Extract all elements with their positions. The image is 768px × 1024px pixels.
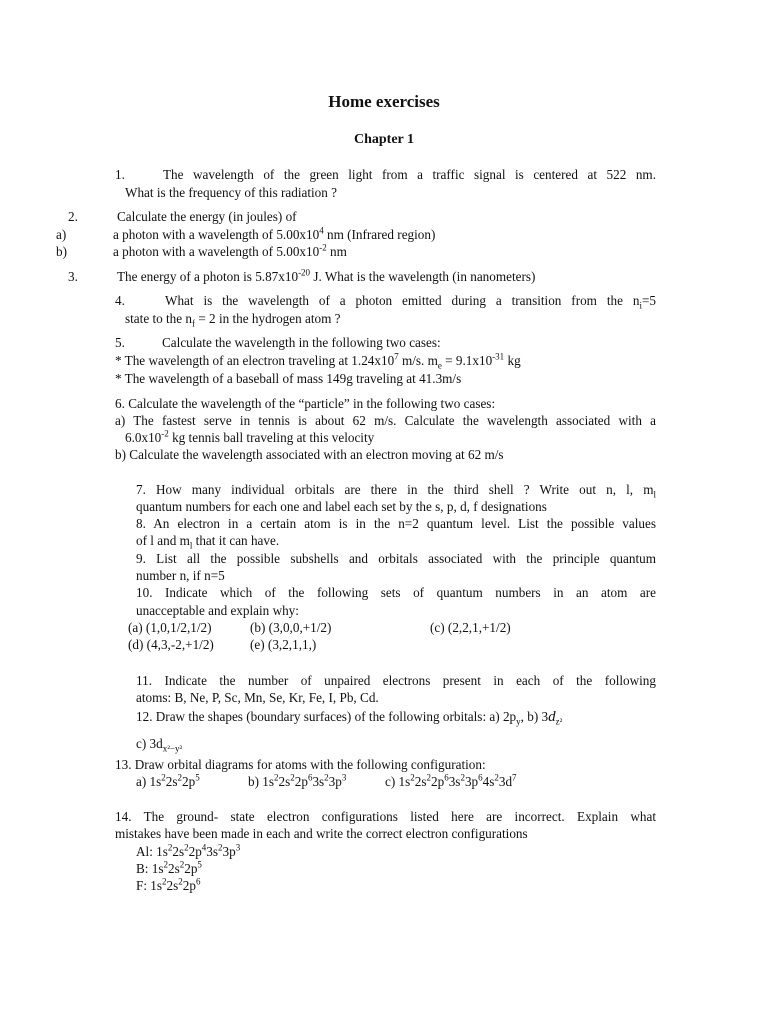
q10-option-e: (e) (3,2,1,1,) — [250, 637, 317, 652]
q4-number: 4. — [115, 293, 125, 308]
q13-config-c: c) $1s^22s^22p^63s^23p^64s^23d^7$ — [385, 772, 517, 789]
q10-option-c: (c) (2,2,1,+1/2) — [430, 620, 511, 635]
q5-number: 5. — [115, 335, 125, 350]
chapter-heading: Chapter 1 — [353, 132, 415, 147]
q12-line2: c) $3d_{x^2-y^2}$ — [136, 736, 183, 754]
q14-line1: 14. The ground- state electron configurations listed here are incorrect. Explain what — [115, 809, 656, 824]
q1-number: 1. — [115, 167, 125, 182]
q2-a-label: a) — [56, 227, 67, 242]
q1-line1: The wavelength of the green light from a traffic signal is centered at 522 nm. — [163, 167, 656, 182]
q5-bullet1: * The wavelength of an electron traveling at $1.24x10^7$ m/s. $m_e = 9.1x10^{-31}$ kg — [115, 351, 521, 371]
q6-a-line1: a) The fastest serve in tennis is about 62 m/s. Calculate the wavelength associated with a — [115, 413, 656, 428]
q13-config-a: a) $1s^22s^22p^5$ — [136, 772, 200, 789]
q4-line2: state to the $n_f = 2$ in the hydrogen atom ? — [125, 311, 341, 329]
q7-line2: quantum numbers for each one and label each set by the s, p, d, f designations — [136, 499, 547, 514]
q12-line1: 12. Draw the shapes (boundary surfaces) of the following orbitals: a) $2p_y$, b) $3d_{z^2}$ — [136, 709, 563, 727]
q6-a-line2: $6.0x10^{-2}$ kg tennis ball traveling at this velocity — [125, 428, 375, 445]
q10-option-d: (d) (4,3,-2,+1/2) — [128, 637, 214, 652]
q8-line1: 8. An electron in a certain atom is in the n=2 quantum level. List the possible values — [136, 516, 656, 531]
q10-option-b: (b) (3,0,0,+1/2) — [250, 620, 332, 635]
q2-a-text: a photon with a wavelength of $5.00x10^4$ nm (Infrared region) — [113, 225, 436, 242]
q1-line2: What is the frequency of this radiation ? — [125, 185, 338, 200]
q2-text: Calculate the energy (in joules) of — [117, 209, 297, 224]
q11-line1: 11. Indicate the number of unpaired electrons present in each of the following — [136, 673, 656, 688]
q3-number: 3. — [68, 269, 78, 284]
q6-b-line: b) Calculate the wavelength associated with an electron moving at 62 m/s — [115, 447, 504, 462]
q5-text: Calculate the wavelength in the following two cases: — [162, 335, 441, 350]
q6-line1: 6. Calculate the wavelength of the “particle” in the following two cases: — [115, 396, 496, 411]
q9-line1: 9. List all the possible subshells and orbitals associated with the principle quantum — [136, 551, 656, 566]
q13-config-b: b) $1s^22s^22p^63s^23p^3$ — [248, 772, 347, 789]
q3-text: The energy of a photon is $5.87x10^{-20}$ J. What is the wavelength (in nanometers) — [117, 267, 536, 284]
q9-line2: number n, if n=5 — [136, 568, 225, 583]
q2-b-text: a photon with a wavelength of $5.00x10^{-2}$ nm — [113, 242, 347, 259]
q14-config-f: F: $1s^22s^22p^6$ — [136, 876, 201, 893]
q4-line1: What is the wavelength of a photon emitted during a transition from the $n_i=5$ — [165, 293, 656, 311]
q2-number: 2. — [68, 209, 78, 224]
page-title: Home exercises — [328, 92, 440, 111]
q5-bullet2: * The wavelength of a baseball of mass 149g traveling at 41.3m/s — [115, 371, 462, 386]
q14-line2: mistakes have been made in each and write the correct electron configurations — [115, 826, 528, 841]
q14-config-al: Al: $1s^22s^22p^43s^23p^3$ — [136, 842, 241, 859]
q10-line2: unacceptable and explain why: — [136, 603, 299, 618]
q11-line2: atoms: B, Ne, P, Sc, Mn, Se, Kr, Fe, I, Pb, Cd. — [136, 690, 379, 705]
q14-config-b: B: $1s^22s^22p^5$ — [136, 859, 202, 876]
q10-option-a: (a) (1,0,1/2,1/2) — [128, 620, 212, 635]
q7-line1: 7. How many individual orbitals are there in the third shell ? Write out n, l, $m_l$ — [136, 482, 656, 500]
q10-line1: 10. Indicate which of the following sets of quantum numbers in an atom are — [136, 585, 656, 600]
q2-b-label: b) — [56, 244, 67, 259]
q8-line2: of l and $m_l$ that it can have. — [136, 533, 280, 551]
q13-line1: 13. Draw orbital diagrams for atoms with the following configuration: — [115, 757, 486, 772]
